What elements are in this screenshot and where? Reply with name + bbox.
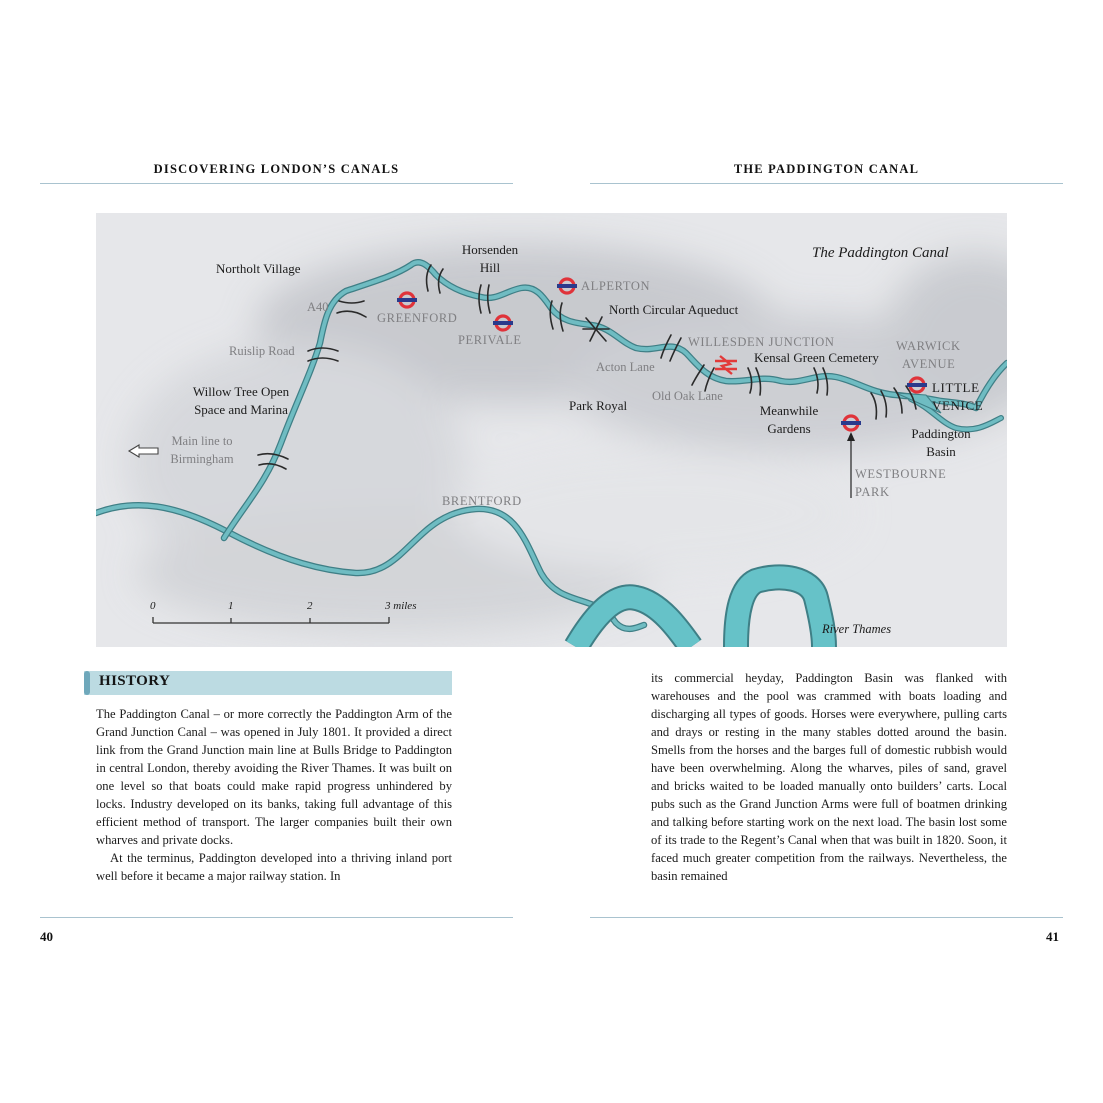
header-rule-left	[40, 183, 513, 184]
body-text-right	[651, 669, 1007, 885]
label-paddington-basin-line1: Paddington	[911, 426, 971, 441]
label-ruislip-road: Ruislip Road	[229, 344, 295, 358]
label-willow-tree	[182, 383, 300, 419]
body-text-left	[96, 705, 452, 885]
section-heading-tab	[84, 671, 90, 695]
label-meanwhile-gardens-line2: Gardens	[767, 421, 811, 436]
label-greenford: GREENFORD	[377, 311, 458, 325]
label-little-venice	[932, 379, 983, 415]
page-number-left: 40	[40, 929, 53, 944]
page-number-right: 41	[1046, 929, 1059, 944]
label-acton-lane: Acton Lane	[596, 360, 655, 374]
label-park-royal: Park Royal	[569, 398, 628, 413]
paragraph: The Paddington Canal – or more correctly the Paddington Arm of the Grand Junction Canal – was opened in July 1801. It provided a direct link from the Grand Junction main line at Bulls Bridge to Paddington in central London, thereby avoiding the River Thames. It was built on one level so that boats could make rapid progress unhindered by locks. Industry developed on its banks, taking full advantage of this efficient method of transport. The larger companies built their own wharves and private docks.	[96, 707, 452, 847]
paragraph: At the terminus, Paddington developed into a thriving inland port well before it became a major railway station. In	[96, 851, 452, 883]
label-paddington-basin	[902, 425, 980, 461]
label-warwick-avenue-line1: WARWICK	[896, 339, 961, 353]
scale-tick-3-miles: 3 miles	[385, 600, 417, 612]
label-meanwhile-gardens	[748, 402, 830, 438]
label-paddington-basin-line2: Basin	[926, 444, 956, 459]
map-title: The Paddington Canal	[812, 245, 949, 261]
paragraph: its commercial heyday, Paddington Basin was flanked with warehouses and the pool was crammed with boats loading and discharging all types of goods. Horses were everywhere, pulling carts and drays or resting in the many stables dotted around the basin. Smells from the horses and the barges full of domestic rubbish would have been overwhelming. Along the wharves, piles of sand, gravel and bricks waited to be loaded manually onto builders’ carts. Local pubs such as the Grand Junction Arms were full of boatmen drinking and talking before starting work on the next load. The basin lost some of its trade to the Regent’s Canal when that was built in 1820. Soon, it faced much greater competition from the railways. Nevertheless, the basin remained	[651, 671, 1007, 883]
label-willesden-junction: WILLESDEN JUNCTION	[688, 335, 835, 349]
section-heading-bar	[84, 671, 452, 695]
label-a40: A40	[307, 300, 329, 314]
label-river-thames: River Thames	[822, 622, 892, 636]
label-willow-tree-line2: Space and Marina	[194, 402, 288, 417]
label-brentford: BRENTFORD	[442, 494, 522, 508]
label-horsenden-hill	[452, 241, 528, 277]
header-rule-right	[590, 183, 1063, 184]
label-perivale: PERIVALE	[458, 333, 522, 347]
label-willow-tree-line1: Willow Tree Open	[192, 384, 290, 399]
running-head-left: DISCOVERING LONDON’S CANALS	[153, 162, 400, 176]
map-artwork	[96, 213, 1007, 647]
running-head-right: THE PADDINGTON CANAL	[733, 162, 920, 176]
label-westbourne-park-line1: WESTBOURNE	[855, 467, 947, 481]
label-alperton: ALPERTON	[581, 279, 651, 293]
label-main-line-line1: Main line to	[171, 434, 233, 448]
scale-tick-2: 2	[307, 600, 313, 612]
label-northolt-village: Northolt Village	[216, 261, 301, 276]
scale-tick-0: 0	[150, 600, 156, 612]
label-north-circular-aqueduct: North Circular Aqueduct	[609, 302, 739, 317]
label-old-oak-lane: Old Oak Lane	[652, 389, 723, 403]
label-warwick-avenue	[896, 337, 961, 373]
label-main-line-line2: Birmingham	[170, 452, 234, 466]
label-warwick-avenue-line2: AVENUE	[902, 357, 956, 371]
section-heading: HISTORY	[99, 673, 171, 689]
label-horsenden-hill-line1: Horsenden	[461, 242, 519, 257]
label-little-venice-line2: VENICE	[932, 398, 984, 413]
label-westbourne-park-line2: PARK	[855, 485, 890, 499]
label-westbourne-park	[855, 465, 946, 501]
label-horsenden-hill-line2: Hill	[479, 260, 501, 275]
canal-map	[96, 213, 1007, 647]
footer-rule-left	[40, 917, 513, 918]
label-kensal-green-cemetery: Kensal Green Cemetery	[754, 350, 879, 365]
scale-tick-1: 1	[228, 600, 234, 612]
label-meanwhile-gardens-line1: Meanwhile	[759, 403, 819, 418]
label-main-line-birmingham	[162, 432, 242, 468]
label-little-venice-line1: LITTLE	[932, 380, 980, 395]
footer-rule-right	[590, 917, 1063, 918]
